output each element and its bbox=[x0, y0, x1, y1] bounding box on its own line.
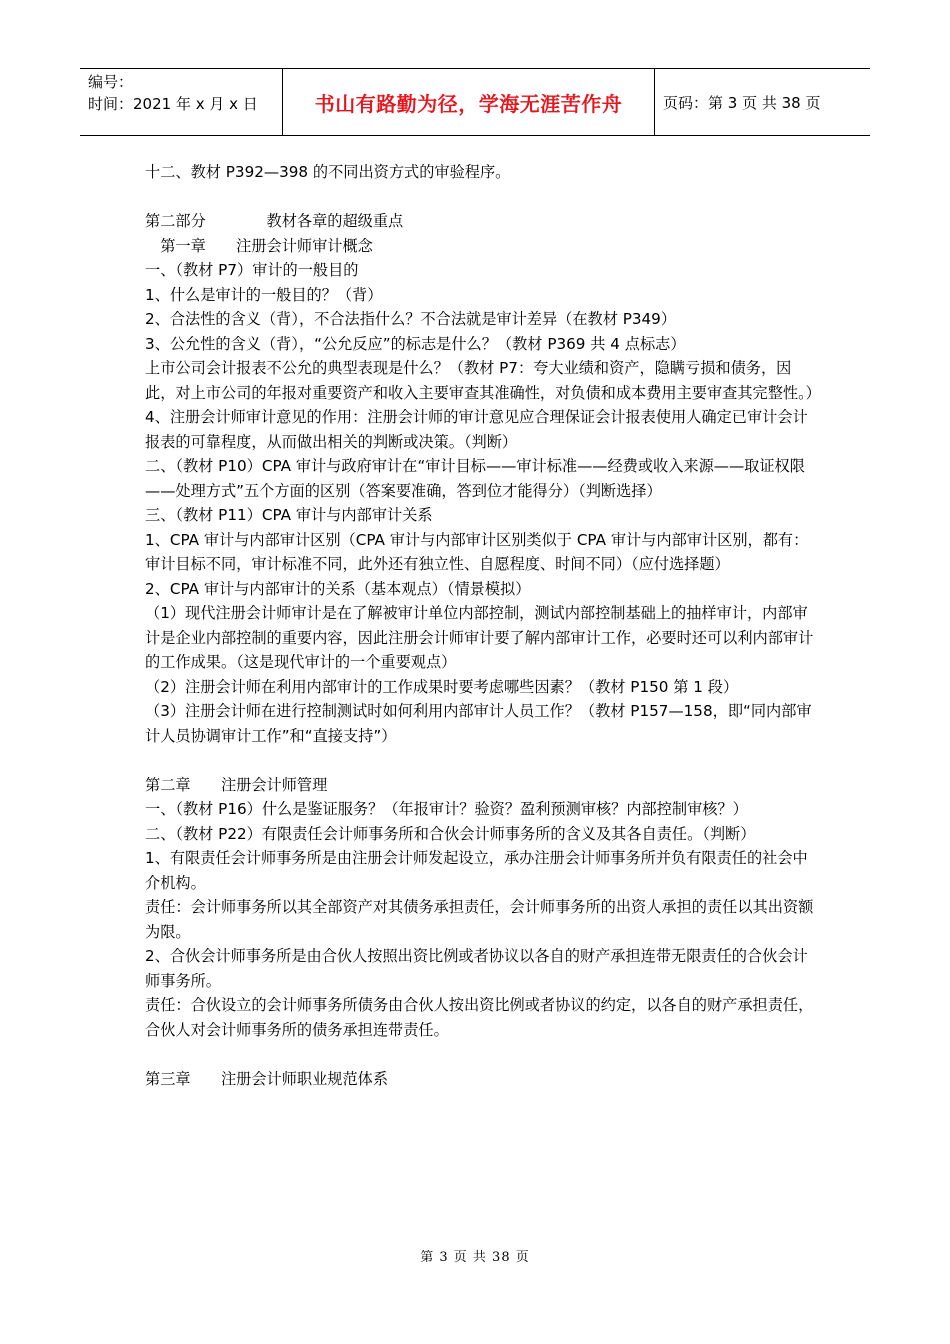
page-code-text: 页码：第 3 页 共 38 页 bbox=[663, 93, 821, 112]
paragraph: 一、（教材 P7）审计的一般目的 bbox=[145, 261, 359, 279]
paragraph: 二、（教材 P10）CPA 审计与政府审计在“审计目标——审计标准——经费或收入来源——取证权限——处理方式”五个方面的区别（答案要准确，答到位才能得分）（判断选择） bbox=[145, 457, 805, 500]
paragraph: （3）注册会计师在进行控制测试时如何利用内部审计人员工作？（教材 P157—158，即“同内部审计人员协调审计工作”和“直接支持”） bbox=[145, 702, 812, 745]
header-date: 时间：2021 年 x 月 x 日 bbox=[88, 95, 258, 113]
paragraph: 十二、教材 P392—398 的不同出资方式的审验程序。 bbox=[145, 163, 511, 181]
paragraph: （1）现代注册会计师审计是在了解被审计单位内部控制，测试内部控制基础上的抽样审计，内部审计是企业内部控制的重要内容，因此注册会计师审计要了解内部审计工作，必要时还可以利内部审计的工作成果。（这是现代审计的一个重要观点） bbox=[145, 604, 814, 671]
paragraph: 一、（教材 P16）什么是鉴证服务？（年报审计？验资？盈利预测审核？内部控制审核？） bbox=[145, 800, 748, 818]
paragraph: 上市公司会计报表不公允的典型表现是什么？（教材 P7：夸大业绩和资产，隐瞒亏损和债务，因此，对上市公司的年报对重要资产和收入主要审查其准确性，对负债和成本费用主要审查其完整性。） bbox=[145, 359, 821, 402]
page-header bbox=[80, 68, 870, 136]
paragraph: 4、注册会计师审计意见的作用：注册会计师的审计意见应合理保证会计报表使用人确定已审计会计报表的可靠程度，从而做出相关的判断或决策。（判断） bbox=[145, 408, 808, 451]
paragraph-gap bbox=[145, 185, 815, 210]
paragraph: 2、合伙会计师事务所是由合伙人按照出资比例或者协议以各自的财产承担连带无限责任的合伙会计师事务所。 bbox=[145, 947, 808, 990]
paragraph: 1、CPA 审计与内部审计区别（CPA 审计与内部审计区别类似于 CPA 审计与内部审计区别，都有：审计目标不同，审计标准不同，此外还有独立性、自愿程度、时间不同）（应付选择题） bbox=[145, 530, 809, 573]
paragraph: 三、（教材 P11）CPA 审计与内部审计关系 bbox=[145, 506, 433, 524]
header-number-label: 编号： bbox=[88, 73, 134, 91]
paragraph: 责任：会计师事务所以其全部资产对其债务承担责任，会计师事务所的出资人承担的责任以其出资额为限。 bbox=[145, 898, 814, 941]
paragraph: （2）注册会计师在利用内部审计的工作成果时要考虑哪些因素？（教材 P150 第 1 段） bbox=[145, 677, 739, 696]
header-page-code bbox=[655, 69, 870, 135]
paragraph: 2、CPA 审计与内部审计的关系（基本观点）（情景模拟） bbox=[145, 579, 531, 598]
paragraph: 责任：合伙设立的会计师事务所债务由合伙人按出资比例或者协议的约定，以各自的财产承担责任，合伙人对会计师事务所的债务承担连带责任。 bbox=[145, 996, 814, 1039]
motto-text: 书山有路勤为径，学海无涯苦作舟 bbox=[314, 91, 623, 116]
page-footer bbox=[0, 1246, 950, 1265]
paragraph: 第三章 注册会计师职业规范体系 bbox=[145, 1069, 388, 1088]
paragraph: 3、公允性的含义（背），“公允反应”的标志是什么？（教材 P369 共 4 点标志） bbox=[145, 334, 686, 353]
paragraph: 1、什么是审计的一般目的？（背） bbox=[145, 285, 383, 304]
document-body bbox=[145, 160, 821, 1091]
paragraph: 2、合法性的含义（背），不合法指什么？不合法就是审计差异（在教材 P349） bbox=[145, 310, 677, 328]
paragraph: 1、有限责任会计师事务所是由注册会计师发起设立，承办注册会计师事务所并负有限责任的社会中介机构。 bbox=[145, 849, 808, 892]
paragraph-gap bbox=[145, 1042, 815, 1067]
paragraph-gap bbox=[145, 748, 815, 773]
paragraph: 二、（教材 P22）有限责任会计师事务所和合伙会计师事务所的含义及其各自责任。（判断） bbox=[145, 824, 756, 843]
header-motto bbox=[283, 69, 655, 135]
paragraph: 第二部分 教材各章的超级重点 bbox=[145, 212, 404, 230]
header-meta bbox=[80, 69, 283, 135]
paragraph: 第二章 注册会计师管理 bbox=[145, 775, 328, 794]
footer-page-number: 第 3 页 共 38 页 bbox=[420, 1250, 530, 1265]
paragraph: 第一章 注册会计师审计概念 bbox=[145, 236, 373, 255]
